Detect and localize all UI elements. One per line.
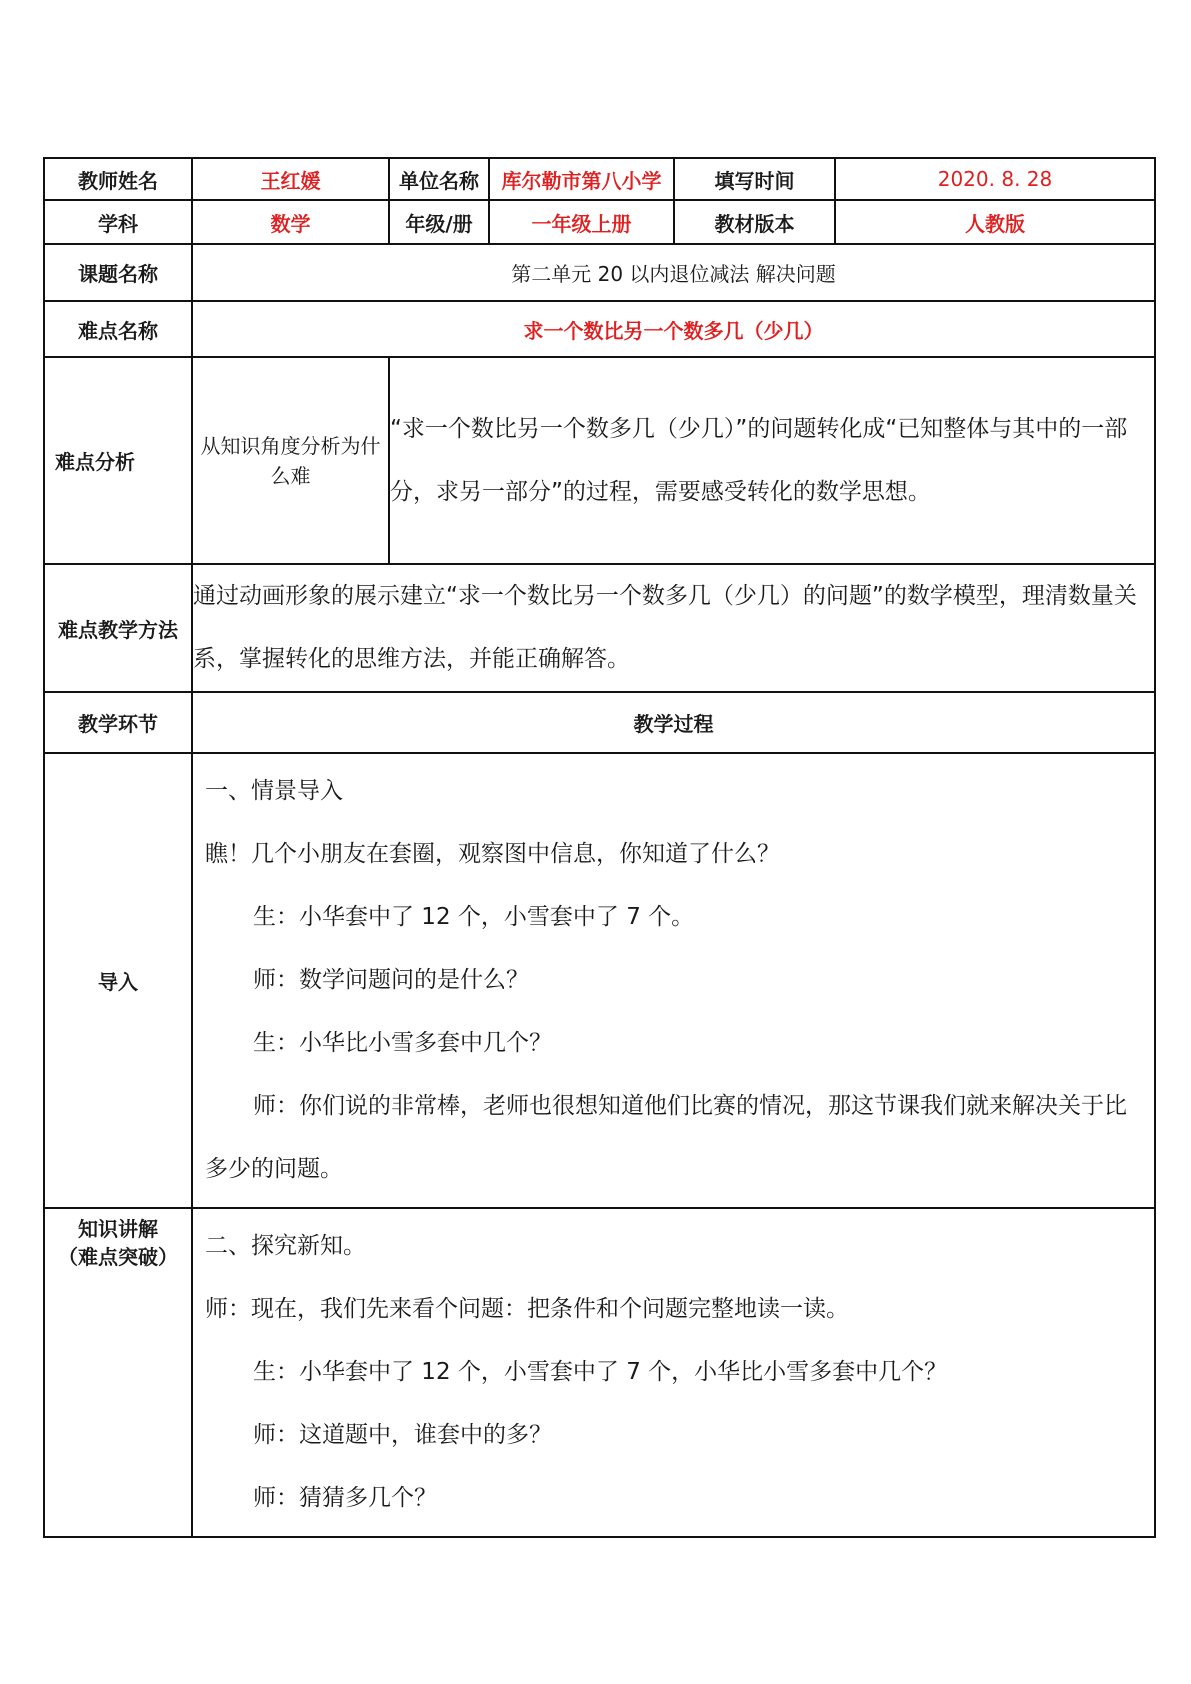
explain-line: 师：这道题中，谁套中的多？	[253, 1422, 552, 1448]
teacher-name-label: 教师姓名	[44, 158, 192, 200]
explain-label	[44, 1208, 192, 1537]
explain-content	[192, 1208, 1155, 1537]
explain-line: 师：现在，我们先来看个问题：把条件和个问题完整地读一读。	[205, 1296, 849, 1322]
explain-label-line2: （难点突破）	[58, 1245, 178, 1269]
intro-line: 生：小华套中了 12 个，小雪套中了 7 个。	[253, 904, 695, 930]
method-text: 通过动画形象的展示建立“求一个数比另一个数多几（少几）的问题”的数学模型，理清数量关系，掌握转化的思维方法，并能正确解答。	[192, 564, 1155, 692]
teacher-name-value: 王红媛	[192, 158, 389, 200]
difficulty-row	[44, 301, 1155, 357]
difficulty-value: 求一个数比另一个数多几（少几）	[192, 301, 1155, 357]
subject-label: 学科	[44, 200, 192, 244]
intro-line: 师：你们说的非常棒，老师也很想知道他们比赛的情况，那这节课我们就来解决关于比多少的问题。	[205, 1093, 1127, 1182]
topic-label: 课题名称	[44, 244, 192, 301]
explain-row	[44, 1208, 1155, 1537]
fill-date-label: 填写时间	[674, 158, 835, 200]
intro-line: 师：数学问题问的是什么？	[253, 967, 529, 993]
difficulty-label: 难点名称	[44, 301, 192, 357]
edition-label: 教材版本	[674, 200, 835, 244]
intro-row	[44, 753, 1155, 1208]
intro-label: 导入	[44, 753, 192, 1208]
subject-value: 数学	[192, 200, 389, 244]
analysis-label: 难点分析	[44, 357, 192, 564]
process-header-row	[44, 692, 1155, 753]
stage-header-label: 教学环节	[44, 692, 192, 753]
topic-value: 第二单元 20 以内退位减法 解决问题	[192, 244, 1155, 301]
analysis-text: “求一个数比另一个数多几（少几）”的问题转化成“已知整体与其中的一部分，求另一部分”的过程，需要感受转化的数学思想。	[389, 357, 1155, 564]
intro-line: 生：小华比小雪多套中几个？	[253, 1030, 552, 1056]
intro-line: 瞧！几个小朋友在套圈，观察图中信息，你知道了什么？	[205, 841, 780, 867]
intro-line: 一、情景导入	[205, 778, 343, 804]
lesson-plan-table	[43, 157, 1156, 1538]
edition-value: 人教版	[835, 200, 1155, 244]
analysis-sub-label: 从知识角度分析为什么难	[192, 357, 389, 564]
analysis-row	[44, 357, 1155, 564]
topic-row	[44, 244, 1155, 301]
method-row	[44, 564, 1155, 692]
header-row-1	[44, 158, 1155, 200]
grade-label: 年级/册	[389, 200, 489, 244]
grade-value: 一年级上册	[489, 200, 674, 244]
fill-date-value: 2020. 8. 28	[835, 158, 1155, 200]
intro-content	[192, 753, 1155, 1208]
explain-line: 二、探究新知。	[205, 1233, 366, 1259]
header-row-2	[44, 200, 1155, 244]
unit-name-value: 库尔勒市第八小学	[489, 158, 674, 200]
explain-label-line1: 知识讲解	[78, 1217, 158, 1241]
explain-line: 生：小华套中了 12 个，小雪套中了 7 个，小华比小雪多套中几个？	[253, 1359, 948, 1385]
unit-name-label: 单位名称	[389, 158, 489, 200]
method-label: 难点教学方法	[44, 564, 192, 692]
process-header-label: 教学过程	[192, 692, 1155, 753]
explain-line: 师：猜猜多几个？	[253, 1485, 437, 1511]
